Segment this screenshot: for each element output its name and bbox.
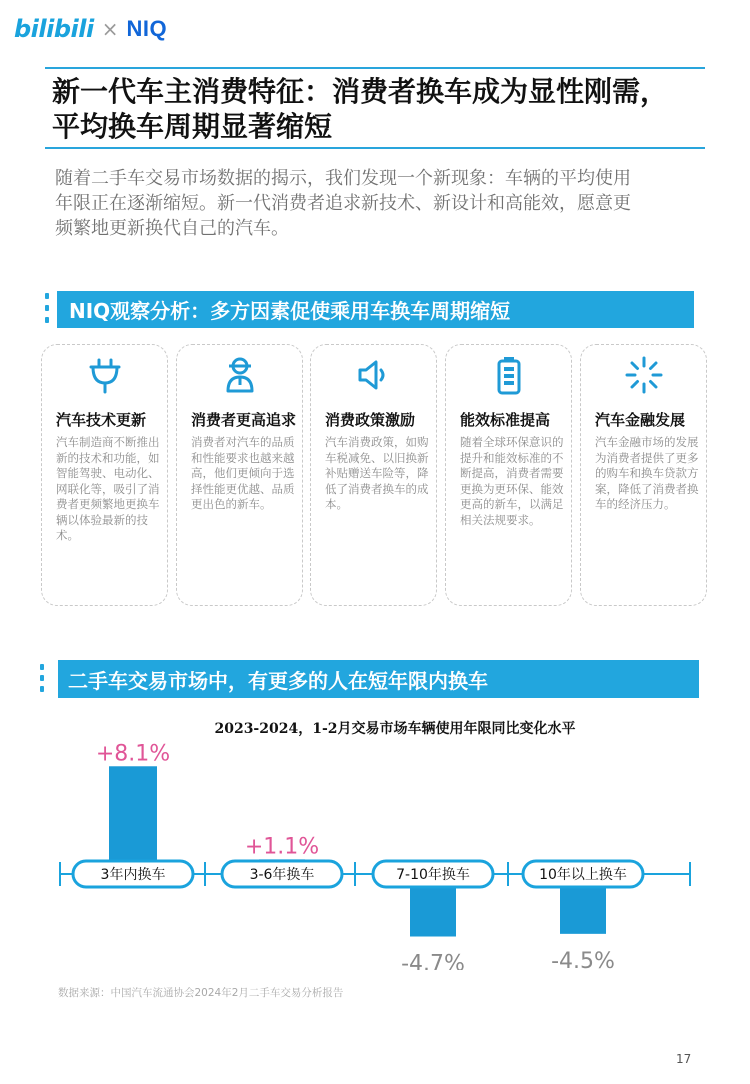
page-title-line-1: 新一代车主消费特征：消费者换车成为显性刚需， bbox=[52, 75, 669, 108]
value-label-1: +1.1% bbox=[244, 834, 320, 860]
card-auto-finance bbox=[580, 344, 707, 606]
loading-spinner-icon bbox=[581, 353, 706, 397]
battery-icon bbox=[446, 353, 571, 397]
value-label-3: -4.5% bbox=[551, 948, 615, 970]
plug-icon bbox=[42, 353, 167, 397]
logo-separator: × bbox=[101, 17, 119, 41]
header-logos bbox=[14, 12, 167, 46]
speaker-icon bbox=[311, 353, 436, 397]
bar-chart bbox=[0, 730, 750, 970]
section1-dots bbox=[45, 293, 50, 323]
page-number: 17 bbox=[676, 1052, 692, 1066]
section2-title: 二手车交易市场中，有更多的人在短年限内换车 bbox=[68, 668, 488, 693]
card-title: 消费政策激励 bbox=[325, 411, 416, 429]
source-note: 数据来源：中国汽车流通协会2024年2月二手车交易分析报告 bbox=[58, 987, 344, 999]
value-label-0: +8.1% bbox=[95, 741, 171, 767]
page-title bbox=[52, 74, 702, 144]
value-label-2: -4.7% bbox=[401, 951, 465, 970]
card-text: 汽车金融市场的发展为消费者提供了更多的购车和换车贷款方案，降低了消费者换车的经济压力。 bbox=[595, 435, 699, 511]
card-text: 随着全球环保意识的提升和能效标准的不断提高，消费者需要更换为更环保、能效更高的新车，以满足相关法规要求。 bbox=[460, 435, 564, 527]
card-title: 汽车技术更新 bbox=[56, 411, 147, 429]
intro-line-1: 随着二手车交易市场数据的揭示，我们发现一个新现象：车辆的平均使用 bbox=[55, 168, 631, 189]
category-label-3: 10年以上换车 bbox=[539, 867, 627, 883]
category-label-2: 7-10年换车 bbox=[396, 867, 470, 883]
section2-header bbox=[58, 660, 699, 698]
person-icon bbox=[177, 353, 302, 397]
card-text: 消费者对汽车的品质和性能要求也越来越高，他们更倾向于选择性能更优越、品质更出色的新车。 bbox=[191, 435, 295, 511]
card-text: 汽车制造商不断推出新的技术和功能，如智能驾驶、电动化、网联化等，吸引了消费者更频繁地更换车辆以体验最新的技术。 bbox=[56, 435, 160, 542]
card-policy-incentive bbox=[310, 344, 437, 606]
intro-line-2: 年限正在逐渐缩短。新一代消费者追求新技术、新设计和高能效，愿意更 bbox=[55, 193, 631, 214]
card-consumer-pursuit bbox=[176, 344, 303, 606]
page-title-line-2: 平均换车周期显著缩短 bbox=[52, 110, 333, 143]
chart-title: 2023-2024，1-2月交易市场车辆使用年限同比变化水平 bbox=[214, 721, 576, 737]
section2-dots bbox=[40, 664, 45, 692]
niq-logo: NIQ bbox=[126, 16, 168, 41]
card-efficiency-standard bbox=[445, 344, 572, 606]
section1-header bbox=[57, 291, 694, 328]
card-tech-update bbox=[41, 344, 168, 606]
intro-paragraph bbox=[55, 166, 700, 241]
bar-0 bbox=[109, 766, 157, 874]
category-label-1: 3-6年换车 bbox=[249, 867, 315, 883]
card-title: 消费者更高追求 bbox=[191, 411, 297, 429]
card-title: 能效标准提高 bbox=[460, 411, 551, 429]
card-text: 汽车消费政策，如购车税减免、以旧换新补贴赠送车险等，降低了消费者换车的成本。 bbox=[325, 435, 429, 511]
section1-title: NIQ观察分析：多方因素促使乘用车换车周期缩短 bbox=[69, 299, 511, 323]
title-rule-top bbox=[45, 67, 705, 69]
title-rule-bottom bbox=[45, 147, 705, 149]
bilibili-logo: bilibili bbox=[14, 15, 94, 43]
intro-line-3: 频繁地更新换代自己的汽车。 bbox=[55, 218, 289, 239]
category-label-0: 3年内换车 bbox=[100, 867, 166, 883]
card-title: 汽车金融发展 bbox=[595, 411, 686, 429]
